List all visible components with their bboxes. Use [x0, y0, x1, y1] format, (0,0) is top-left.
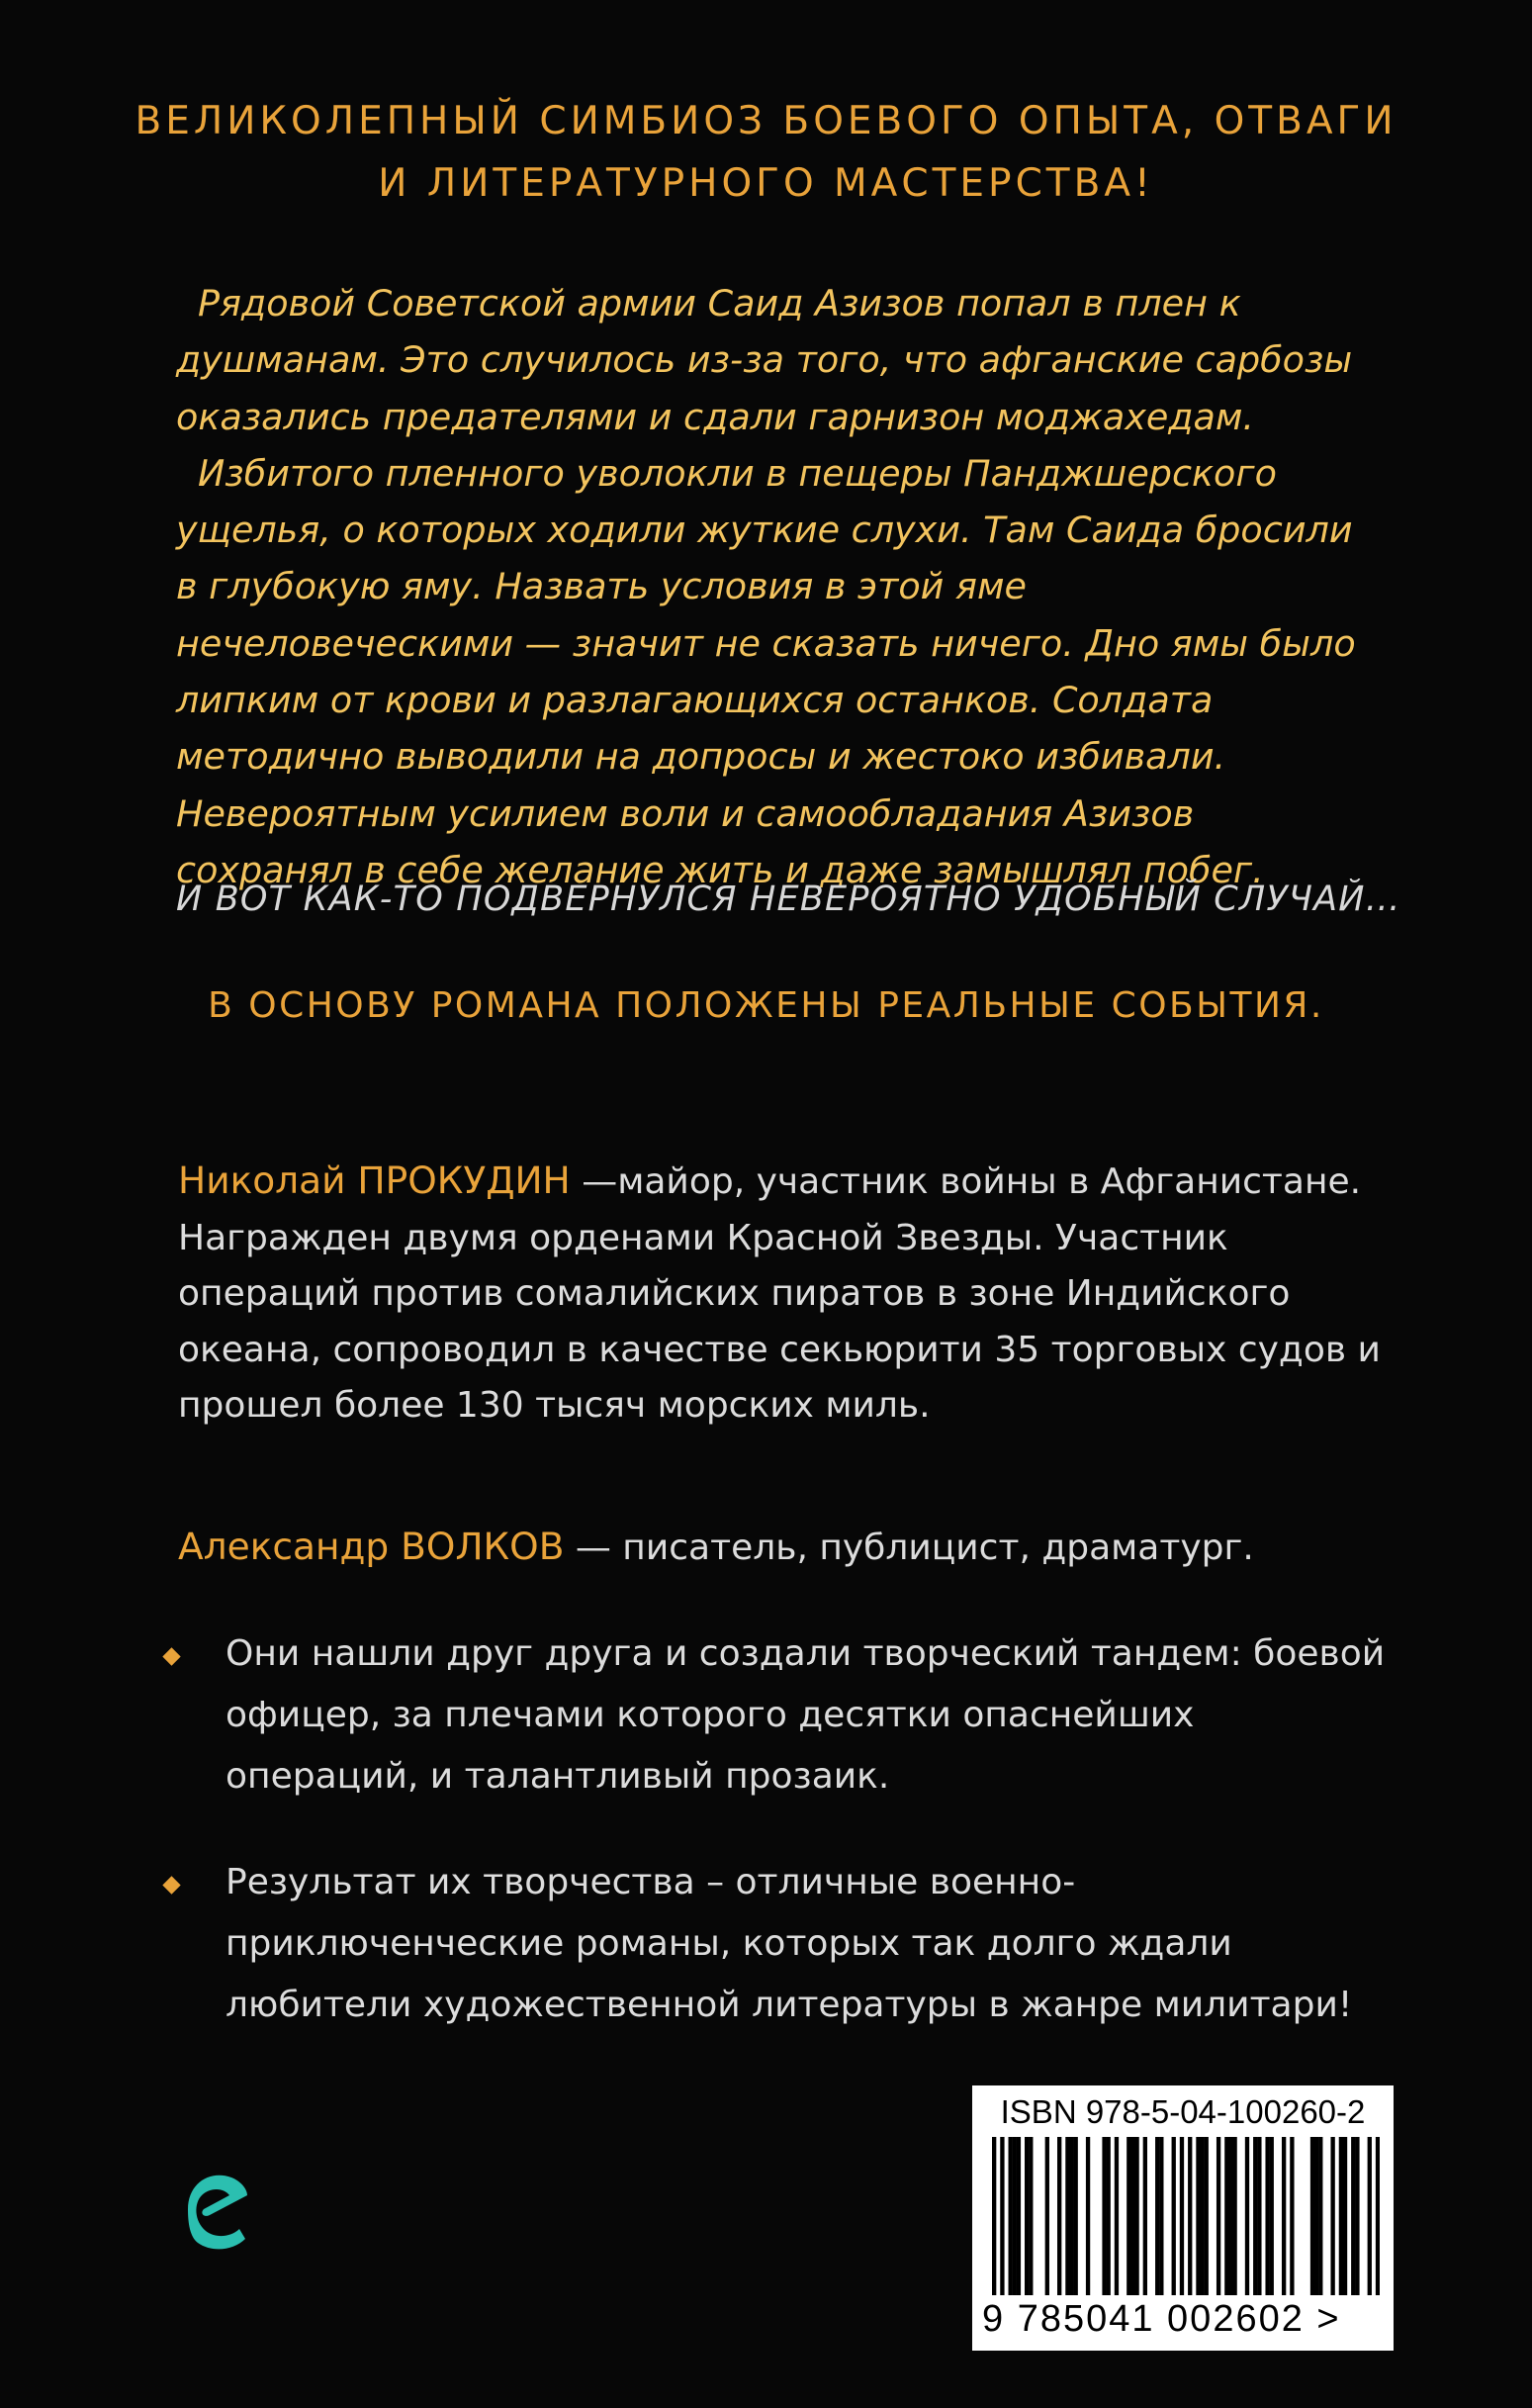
isbn-label: ISBN 978-5-04-100260-2 [1000, 2093, 1366, 2130]
publisher-logo-icon [158, 2152, 267, 2270]
synopsis-paragraph-1: Рядовой Советской армии Саид Азизов попал в плен к душманам. Это случилось из-за того, что афганские сарбозы оказались предателями и сдали гарнизон моджахедам. [176, 282, 1353, 438]
author-name-volkov: Александр ВОЛКОВ [178, 1525, 565, 1568]
barcode-bar [1025, 2137, 1029, 2295]
bullet-paragraph-1: Они нашли друг друга и создали творческий тандем: боевой офицер, за плечами которого десятки опаснейших операций, и талантливый прозаик. [225, 1633, 1386, 1797]
barcode-bar [1339, 2137, 1343, 2295]
barcode-bar [1368, 2137, 1372, 2295]
barcode-bar [1232, 2137, 1236, 2295]
barcode-bar [1045, 2137, 1049, 2295]
based-on-facts-line: В ОСНОВУ РОМАНА ПОЛОЖЕНЫ РЕАЛЬНЫЕ СОБЫТИЯ. [208, 985, 1324, 1026]
barcode-bar [1107, 2137, 1111, 2295]
barcode-bar [992, 2137, 996, 2295]
barcode-bar [1257, 2137, 1261, 2295]
bullet-paragraph-2: Результат их творчества – отличные военно-приключенческие романы, которых так долго ждали любители художественной литературы в жанре милитари! [225, 1862, 1353, 2025]
barcode-bar [1376, 2137, 1380, 2295]
barcode-bar [1253, 2137, 1257, 2295]
barcode-bar [1355, 2137, 1359, 2295]
isbn-barcode-box [972, 2085, 1394, 2351]
author-description-volkov: — писатель, публицист, драматург. [564, 1528, 1254, 1568]
barcode-bar [1245, 2137, 1249, 2295]
bullet-diamond-icon [162, 1647, 180, 1665]
barcode-bar [1228, 2137, 1232, 2295]
author-name-prokudin: Николай ПРОКУДИН [178, 1158, 571, 1202]
barcode-bar [1009, 2137, 1013, 2295]
barcode-bar [1130, 2137, 1134, 2295]
barcode-bar [1013, 2137, 1017, 2295]
barcode-bar [1086, 2137, 1090, 2295]
barcode-bar [1270, 2137, 1274, 2295]
barcode-bar [1102, 2137, 1106, 2295]
barcode-bar [1029, 2137, 1033, 2295]
barcode-bar [1017, 2137, 1021, 2295]
barcode-bar [1057, 2137, 1061, 2295]
barcode-bar [1265, 2137, 1269, 2295]
tagline-line-1: ВЕЛИКОЛЕПНЫЙ СИМБИОЗ БОЕВОГО ОПЫТА, ОТВАГИ [135, 99, 1397, 143]
author-bio-prokudin [178, 1153, 1404, 1435]
barcode-bar [1343, 2137, 1347, 2295]
barcode-bar [1200, 2137, 1204, 2295]
barcode-bar [1282, 2137, 1286, 2295]
barcode-bar [1143, 2137, 1147, 2295]
teaser-line: И ВОТ КАК-ТО ПОДВЕРНУЛСЯ НЕВЕРОЯТНО УДОБНЫЙ СЛУЧАЙ… [176, 880, 1401, 919]
barcode-bar [1155, 2137, 1159, 2295]
barcode-bar [1290, 2137, 1294, 2295]
barcode-bar [1069, 2137, 1073, 2295]
bullet-diamond-icon [162, 1876, 180, 1894]
author-description-prokudin: —майор, участник войны в Афганистане. Награжден двумя орденами Красной Звезды. Участник операций против сомалийских пиратов в зоне Индийского океана, сопроводил в качестве секьюрити 35 торговых судов и прошел более 130 тысяч морских миль. [178, 1161, 1381, 1426]
barcode-bar [1314, 2137, 1318, 2295]
synopsis-paragraph-2: Избитого пленного уволокли в пещеры Панджшерского ущелья, о которых ходили жуткие слухи. Там Саида бросили в глубокую яму. Назвать условия в этой яме нечеловеческими — значит не сказать ничего. Дно ямы было липким от крови и разлагающихся останков. Солдата методично выводили на допросы и жестоко избивали. Невероятным усилием воли и самообладания Азизов сохранял в себе желание жить и даже замышлял побег. [176, 451, 1356, 891]
barcode-bar [1159, 2137, 1163, 2295]
author-bio-volkov [178, 1519, 1404, 1576]
synopsis [176, 275, 1373, 898]
barcode-bar [1217, 2137, 1220, 2295]
barcode-bar [1188, 2137, 1192, 2295]
barcode-bars [992, 2137, 1380, 2295]
barcode-bar [1205, 2137, 1209, 2295]
barcode-bar [1134, 2137, 1138, 2295]
barcode-bar [1000, 2137, 1004, 2295]
tagline-line-2: И ЛИТЕРАТУРНОГО МАСТЕРСТВА! [378, 161, 1154, 206]
barcode-bar [1351, 2137, 1355, 2295]
barcode-bar [1196, 2137, 1200, 2295]
barcode-bar [1172, 2137, 1176, 2295]
barcode-bar [1310, 2137, 1314, 2295]
ean-digits: 9 785041 002602 > [982, 2298, 1341, 2340]
barcode-bar [1224, 2137, 1228, 2295]
barcode-bar [1318, 2137, 1322, 2295]
barcode-bar [1074, 2137, 1078, 2295]
barcode-bar [1180, 2137, 1184, 2295]
barcode-bar [1115, 2137, 1119, 2295]
barcode-bar [1065, 2137, 1069, 2295]
barcode-bar [1330, 2137, 1334, 2295]
barcode-bar [1126, 2137, 1130, 2295]
